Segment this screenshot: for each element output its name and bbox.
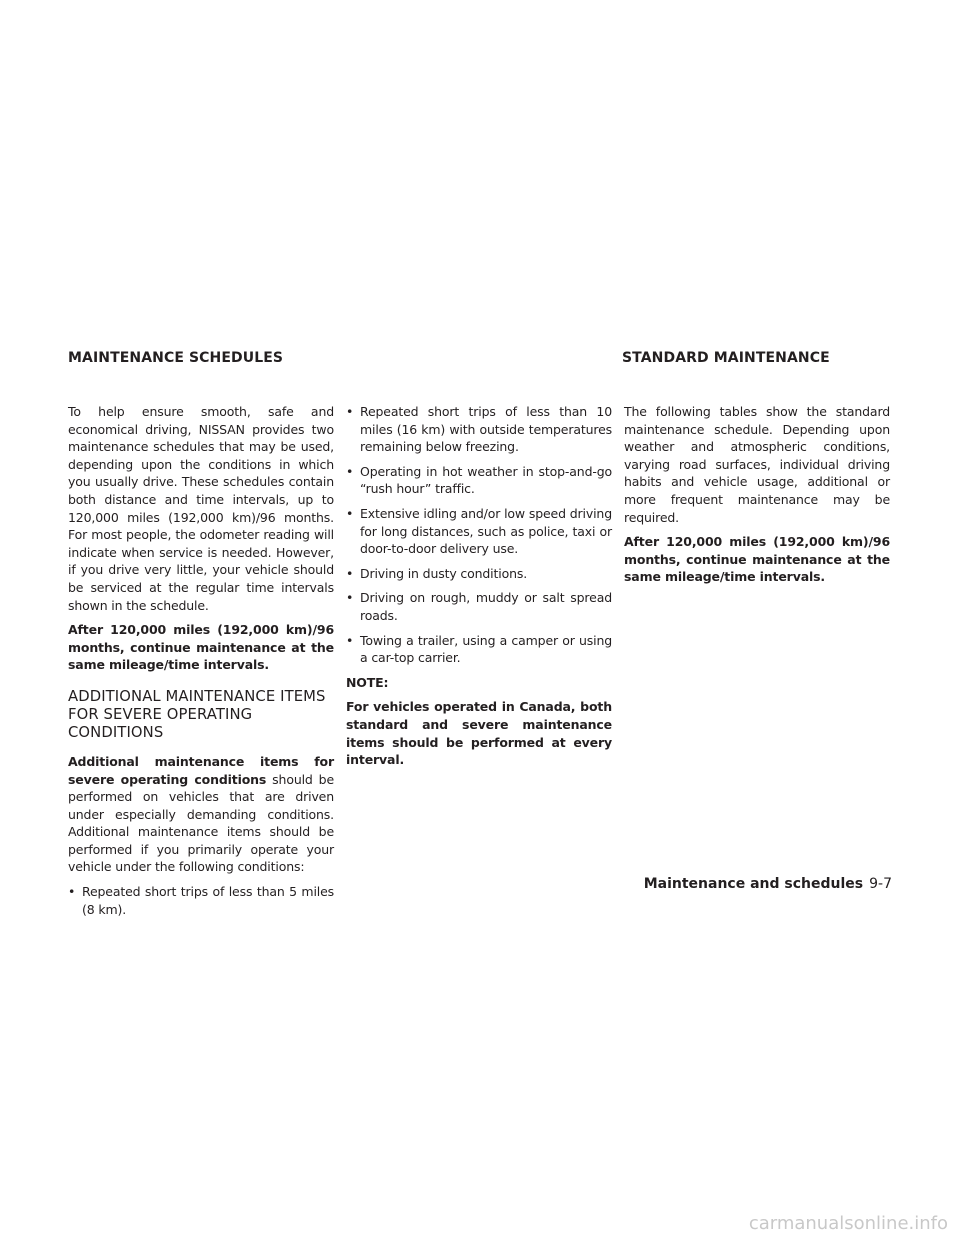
subheading-severe-conditions: ADDITIONAL MAINTENANCE ITEMS FOR SEVERE OPERATING CONDITIONS — [68, 687, 326, 741]
severe-conditions-bold-lead: Additional maintenance items for severe operating conditions — [68, 753, 334, 787]
list-item: • Repeated short trips of less than 10 miles (16 km) with outside temperatures remaining below freezing. — [346, 404, 612, 455]
bullet-icon: • — [346, 632, 354, 648]
bullet-icon: • — [346, 404, 354, 419]
footer-chapter-title: Maintenance and schedules — [643, 876, 864, 892]
after-120000-note-standard: After 120,000 miles (192,000 km)/96 months, continue maintenance at the same mileage/time intervals. — [624, 534, 890, 585]
severe-conditions-paragraph — [68, 753, 334, 876]
list-item: • Driving in dusty conditions. — [346, 565, 528, 581]
section-title-maintenance-schedules: MAINTENANCE SCHEDULES — [68, 350, 284, 366]
severe-conditions-list-part-1 — [68, 883, 334, 918]
canada-note: For vehicles operated in Canada, both standard and severe maintenance items should be performed at every interval. — [346, 699, 612, 768]
page-number: 9-7 — [869, 876, 892, 892]
list-item: • Towing a trailer, using a camper or using a car-top carrier. — [346, 632, 612, 666]
note-label: NOTE: — [346, 674, 389, 690]
bullet-icon: • — [346, 463, 354, 479]
list-item: • Driving on rough, muddy or salt spread roads. — [346, 590, 612, 623]
bullet-icon: • — [346, 565, 354, 581]
watermark-text: carmanualsonline.info — [748, 1213, 948, 1234]
severe-conditions-list-part-2 — [346, 403, 612, 667]
intro-paragraph: To help ensure smooth, safe and economical driving, NISSAN provides two maintenance schedules that may be used, depending upon the conditions in which you usually drive. These schedules contain both distance and time intervals, up to 120,000 miles (192,000 km)/96 months. For most people, the odometer reading will indicate when service is needed. However, if you drive very little, your vehicle should be serviced at the regular time intervals shown in the schedule. — [68, 404, 334, 613]
standard-maintenance-intro: The following tables show the standard maintenance schedule. Depending upon weather and atmospheric conditions, varying road surfaces, individual driving habits and vehicle usage, additional or more frequent maintenance may be required. — [624, 404, 890, 525]
bullet-icon: • — [346, 590, 354, 606]
column-3 — [624, 403, 890, 593]
bullet-icon: • — [68, 884, 76, 900]
section-title-standard-maintenance: STANDARD MAINTENANCE — [622, 350, 830, 366]
severe-conditions-text: should be performed on vehicles that are driven under especially demanding conditions. Additional maintenance items should be performed if you primarily operate your vehicle under the following conditions: — [68, 771, 335, 875]
column-1 — [68, 403, 334, 925]
list-item: • Extensive idling and/or low speed driving for long distances, such as police, taxi or door-to-door delivery use. — [346, 505, 612, 557]
list-item: • Repeated short trips of less than 5 miles (8 km). — [68, 884, 334, 917]
column-2 — [346, 403, 612, 776]
after-120000-note: After 120,000 miles (192,000 km)/96 months, continue maintenance at the same mileage/time intervals. — [68, 622, 334, 673]
page-footer — [644, 876, 892, 892]
list-item: • Operating in hot weather in stop-and-go “rush hour” traffic. — [346, 463, 612, 497]
bullet-icon: • — [346, 505, 354, 521]
